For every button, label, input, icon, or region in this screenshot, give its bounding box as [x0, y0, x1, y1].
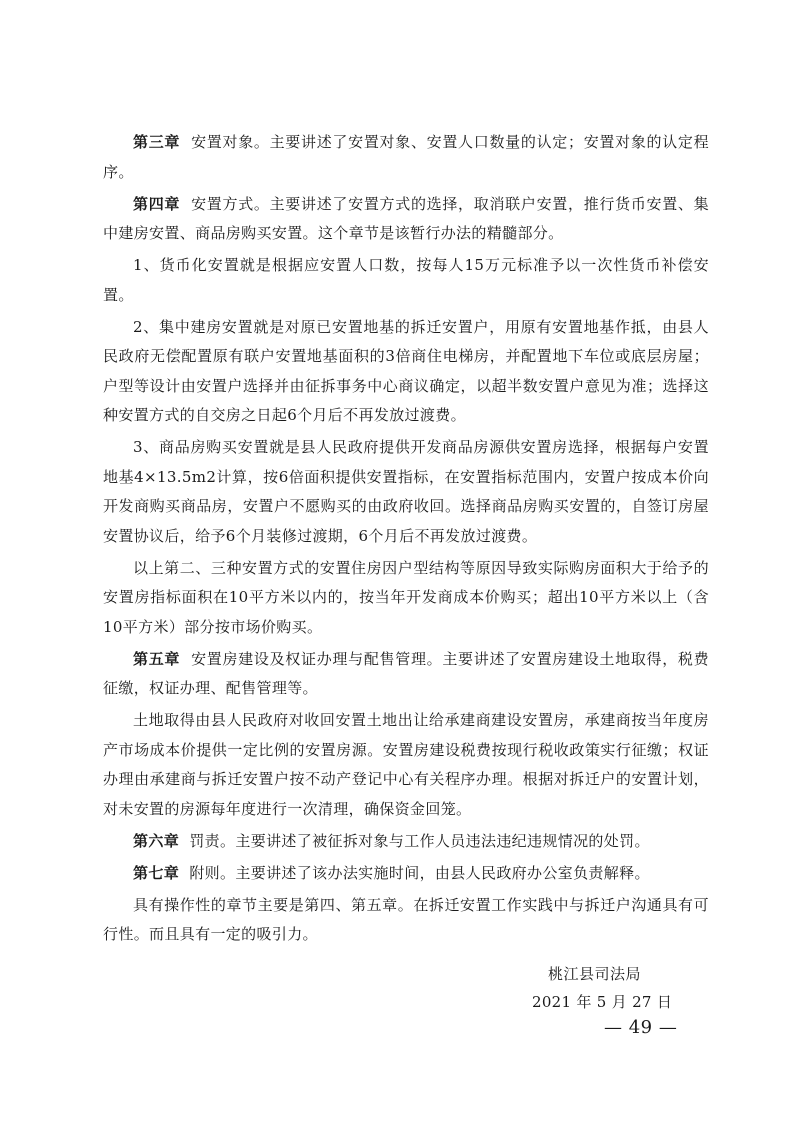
paragraph-land [103, 706, 709, 824]
page-number: — 49 — [604, 1017, 678, 1038]
paragraph-text: 具有操作性的章节主要是第四、第五章。在拆迁安置工作实践中与拆迁户沟通具有可行性。而且具有一定的吸引力。 [103, 895, 709, 943]
document-body [103, 128, 709, 952]
paragraph-text: 2、集中建房安置就是对原已安置地基的拆迁安置户，用原有安置地基作抵，由县人民政府无偿配置原有联户安置地基面积的3倍商住电梯房，并配置地下车位或底层房屋；户型等设计由安置户选择并由征拆事务中心商议确定，以超半数安置户意见为准；选择这种安置方式的自交房之日起6个月后不再发放过渡费。 [103, 317, 709, 424]
signature-org: 桃江县司法局 [548, 965, 642, 983]
paragraph-chapter-7 [103, 859, 709, 889]
chapter-heading: 第七章 [133, 863, 180, 882]
paragraph-summary [103, 891, 709, 950]
paragraph-chapter-4 [103, 190, 709, 249]
paragraph-text: 安置房建设及权证办理与配售管理。主要讲述了安置房建设土地取得，税费征缴，权证办理、配售管理等。 [103, 649, 709, 697]
paragraph-text: 土地取得由县人民政府对收回安置土地出让给承建商建设安置房，承建商按当年度房产市场成本价提供一定比例的安置房源。安置房建设税费按现行税收政策实行征缴；权证办理由承建商与拆迁安置户按不动产登记中心有关程序办理。根据对拆迁户的安置计划，对未安置的房源每年度进行一次清理，确保资金回笼。 [103, 711, 709, 818]
chapter-heading: 第六章 [133, 831, 180, 850]
paragraph-chapter-6 [103, 827, 709, 857]
chapter-heading: 第三章 [133, 133, 181, 151]
paragraph-text: 罚责。主要讲述了被征拆对象与工作人员违法违纪违规情况的处罚。 [189, 831, 650, 850]
paragraph-text: 3、商品房购买安置就是县人民政府提供开发商品房源供安置房选择，根据每户安置地基4×13.5m2计算，按6倍面积提供安置指标，在安置指标范围内，安置户按成本价向开发商购买商品房，安置户不愿购买的由政府收回。选择商品房购买安置的，自签订房屋安置协议后，给予6个月装修过渡期，6个月后不再发放过渡费。 [103, 438, 709, 545]
paragraph-text: 安置对象。主要讲述了安置对象、安置人口数量的认定；安置对象的认定程序。 [103, 133, 709, 181]
chapter-heading: 第四章 [133, 194, 181, 213]
signature-date: 2021 年 5 月 27 日 [532, 993, 673, 1011]
paragraph-text: 以上第二、三种安置方式的安置住房因户型结构等原因导致实际购房面积大于给予的安置房指标面积在10平方米以内的，按当年开发商成本价购买；超出10平方米以上（含10平方米）部分按市场价购买。 [103, 558, 709, 636]
paragraph-chapter-5 [103, 645, 709, 704]
paragraph-text: 1、货币化安置就是根据应安置人口数，按每人15万元标准予以一次性货币补偿安置。 [103, 256, 709, 304]
chapter-heading: 第五章 [133, 649, 181, 668]
paragraph-text: 附则。主要讲述了该办法实施时间，由县人民政府办公室负责解释。 [189, 863, 650, 882]
paragraph-chapter-3 [103, 128, 709, 187]
paragraph-item-3 [103, 433, 709, 551]
paragraph-item-2 [103, 313, 709, 431]
paragraph-note [103, 554, 709, 643]
paragraph-item-1 [103, 251, 709, 310]
paragraph-text: 安置方式。主要讲述了安置方式的选择，取消联户安置，推行货币安置、集中建房安置、商品房购买安置。这个章节是该暂行办法的精髓部分。 [103, 194, 709, 242]
